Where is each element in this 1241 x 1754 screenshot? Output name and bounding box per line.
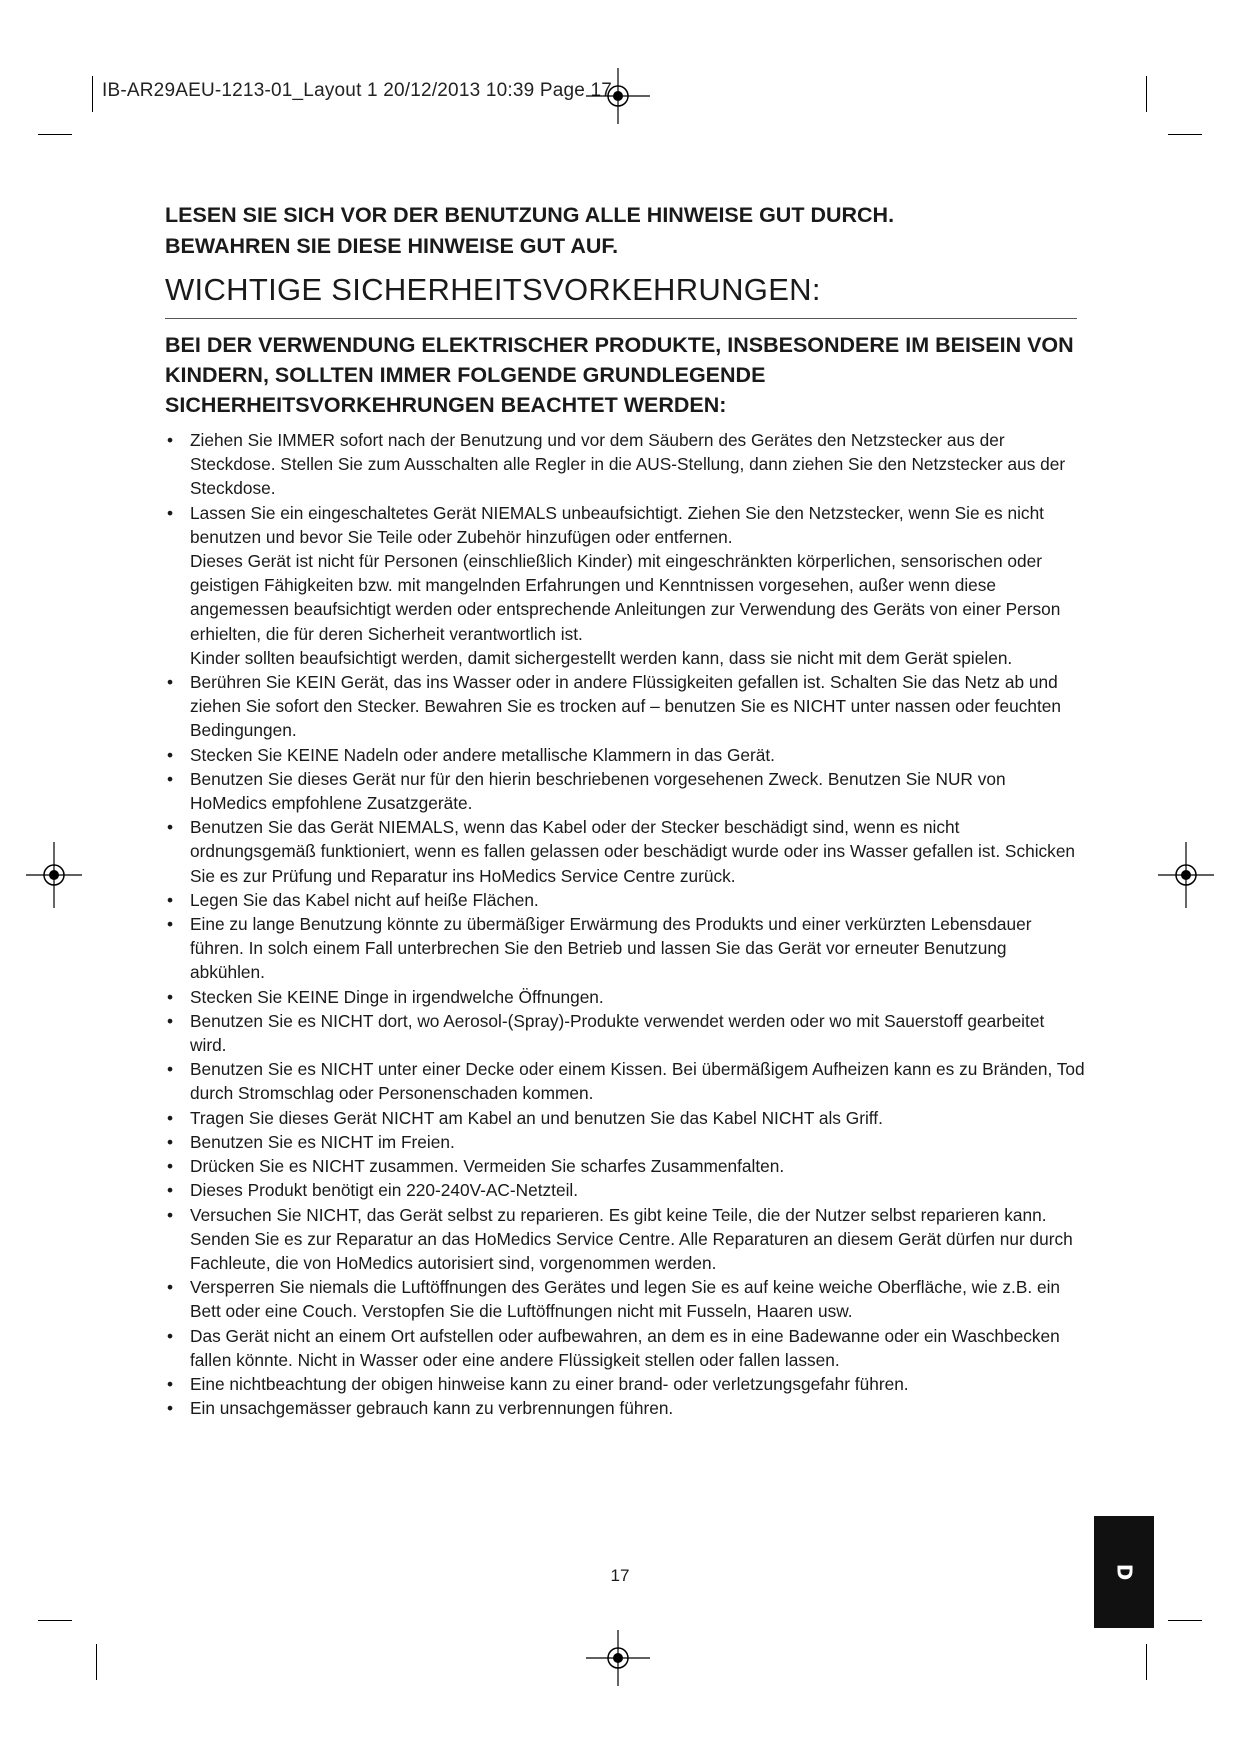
title-divider xyxy=(165,318,1077,319)
intro-notice xyxy=(165,200,894,262)
crop-mark xyxy=(1146,1644,1147,1680)
intro-line: BEWAHREN SIE DIESE HINWEISE GUT AUF. xyxy=(165,234,619,258)
list-item: • Berühren Sie KEIN Gerät, das ins Wasser oder in andere Flüssigkeiten gefallen ist. Schalten Sie das Netz ab und ziehen Sie sofort den Stecker. Bewahren Sie es trocken auf – benutzen Sie es NICHT unter nassen oder feuchten Bedingungen. xyxy=(165,670,1085,743)
list-item: • Stecken Sie KEINE Nadeln oder andere metallische Klammern in das Gerät. xyxy=(165,743,1085,767)
crop-mark xyxy=(38,134,72,135)
language-tab-label: D xyxy=(1111,1563,1136,1581)
list-item: • Versuchen Sie NICHT, das Gerät selbst zu reparieren. Es gibt keine Teile, die der Nutzer selbst reparieren kann. Senden Sie es zur Reparatur an das HoMedics Service Centre. Alle Reparaturen an diesem Gerät dürfen nur durch Fachleute, die von HoMedics autorisiert sind, vorgenommen werden. xyxy=(165,1203,1085,1276)
list-item: • Versperren Sie niemals die Luftöffnungen des Gerätes und legen Sie es auf keine weiche Oberfläche, wie z.B. ein Bett oder eine Couch. Verstopfen Sie die Luftöffnungen nicht mit Fusseln, Haaren usw. xyxy=(165,1275,1085,1323)
registration-mark-icon xyxy=(584,1628,652,1688)
crop-mark xyxy=(92,76,93,112)
section-subheading: BEI DER VERWENDUNG ELEKTRISCHER PRODUKTE, INSBESONDERE IM BEISEIN VON KINDERN, SOLLTEN IMMER FOLGENDE GRUNDLEGENDE SICHERHEITSVORKEHRUNGEN BEACHTET WERDEN: xyxy=(165,333,1074,417)
list-item: • Ziehen Sie IMMER sofort nach der Benutzung und vor dem Säubern des Gerätes den Netzstecker aus der Steckdose. Stellen Sie zum Ausschalten alle Regler in die AUS-Stellung, dann ziehen Sie den Netzstecker aus der Steckdose. xyxy=(165,428,1085,501)
list-item: • Eine zu lange Benutzung könnte zu übermäßiger Erwärmung des Produkts und einer verkürzten Lebensdauer führen. In solch einem Fall unterbrechen Sie den Betrieb und lassen Sie das Gerät vor erneuter Benutzung abkühlen. xyxy=(165,912,1085,985)
list-item: • Das Gerät nicht an einem Ort aufstellen oder aufbewahren, an dem es in eine Badewanne oder ein Waschbecken fallen könnte. Nicht in Wasser oder eine andere Flüssigkeit stellen oder fallen lassen. xyxy=(165,1324,1085,1372)
page-number: 17 xyxy=(610,1566,630,1585)
list-item: • Benutzen Sie das Gerät NIEMALS, wenn das Kabel oder der Stecker beschädigt sind, wenn es nicht ordnungsgemäß funktioniert, wenn es fallen gelassen oder beschädigt wurde oder ins Wasser gefallen ist. Schicken Sie es zur Prüfung und Reparatur ins HoMedics Service Centre zurück. xyxy=(165,815,1085,888)
list-item: • Ein unsachgemässer gebrauch kann zu verbrennungen führen. xyxy=(165,1396,1085,1420)
list-item: • Benutzen Sie es NICHT unter einer Decke oder einem Kissen. Bei übermäßigem Aufheizen kann es zu Bränden, Tod durch Stromschlag oder Personenschaden kommen. xyxy=(165,1057,1085,1105)
list-item: • Legen Sie das Kabel nicht auf heiße Flächen. xyxy=(165,888,1085,912)
list-item: • Lassen Sie ein eingeschaltetes Gerät NIEMALS unbeaufsichtigt. Ziehen Sie den Netzstecker, wenn Sie es nicht benutzen und bevor Sie Teile oder Zubehör hinzufügen oder entfernen. Dieses Gerät ist nicht für Personen (einschließlich Kinder) mit eingeschränkten körperlichen, sensorischen oder geistigen Fähigkeiten bzw. mit mangelnden Erfahrungen und Kenntnissen vorgesehen, außer wenn diese angemessen beaufsichtigt werden oder entsprechende Anleitungen zur Verwendung des Geräts von einer Person erhielten, die für deren Sicherheit verantwortlich ist. Kinder sollten beaufsichtigt werden, damit sichergestellt werden kann, dass sie nicht mit dem Gerät spielen. xyxy=(165,501,1085,670)
crop-mark xyxy=(38,1620,72,1621)
registration-mark-icon xyxy=(584,66,652,126)
registration-mark-icon xyxy=(24,840,84,910)
list-item: • Dieses Produkt benötigt ein 220-240V-AC-Netzteil. xyxy=(165,1178,1085,1202)
language-tab xyxy=(1094,1516,1154,1628)
safety-list xyxy=(165,428,1085,1420)
list-item: • Benutzen Sie es NICHT im Freien. xyxy=(165,1130,1085,1154)
crop-mark xyxy=(1146,76,1147,112)
list-item: • Benutzen Sie es NICHT dort, wo Aerosol-(Spray)-Produkte verwendet werden oder wo mit Sauerstoff gearbeitet wird. xyxy=(165,1009,1085,1057)
intro-line: LESEN SIE SICH VOR DER BENUTZUNG ALLE HINWEISE GUT DURCH. xyxy=(165,203,895,227)
page-title: WICHTIGE SICHERHEITSVORKEHRUNGEN: xyxy=(165,272,821,307)
list-item: • Benutzen Sie dieses Gerät nur für den hierin beschriebenen vorgesehenen Zweck. Benutzen Sie NUR von HoMedics empfohlene Zusatzgeräte. xyxy=(165,767,1085,815)
list-item: • Tragen Sie dieses Gerät NICHT am Kabel an und benutzen Sie das Kabel NICHT als Griff. xyxy=(165,1106,1085,1130)
list-item: • Drücken Sie es NICHT zusammen. Vermeiden Sie scharfes Zusammenfalten. xyxy=(165,1154,1085,1178)
crop-mark xyxy=(1168,1620,1202,1621)
crop-mark xyxy=(96,1644,97,1680)
list-item: • Stecken Sie KEINE Dinge in irgendwelche Öffnungen. xyxy=(165,985,1085,1009)
registration-mark-icon xyxy=(1156,840,1216,910)
crop-mark xyxy=(1168,134,1202,135)
print-slug: IB-AR29AEU-1213-01_Layout 1 20/12/2013 10:39 Page 17 xyxy=(102,80,613,101)
list-item: • Eine nichtbeachtung der obigen hinweise kann zu einer brand- oder verletzungsgefahr führen. xyxy=(165,1372,1085,1396)
